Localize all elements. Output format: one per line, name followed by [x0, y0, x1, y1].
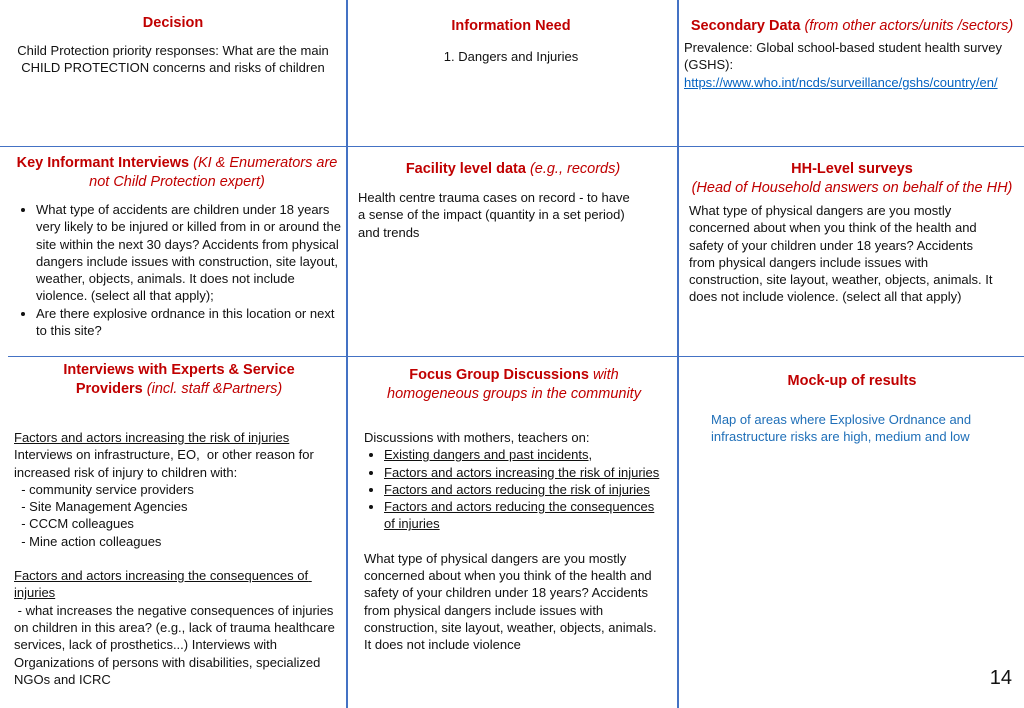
fgd-topic-4-text: Factors and actors reducing the consequences of injuries [384, 499, 655, 532]
kii-question-1: • What type of accidents are children under 18 years very likely to be injured or killed from in or around the site within the next 30 days? Accidents from physical dangers include issues with construction, site layout, weather, objects, animals. It does not include violence. (select all that apply); [36, 201, 344, 305]
experts-provider-1: - community service providers [14, 481, 194, 497]
row-divider-1 [0, 146, 1024, 147]
experts-title [14, 361, 344, 399]
mockup-cell [684, 372, 1020, 446]
kii-question-2: • Are there explosive ordnance in this location or next to this site? [36, 305, 344, 340]
fgd-question: What type of physical dangers are you mostly concerned about when you think of the health and safety of your children under 18 years? Accidents from physical dangers include issues with construction, site layout, weather, objects, animals. It does not include violence [364, 550, 657, 653]
fgd-title-italic: with homogeneous groups in the community [387, 367, 641, 402]
hh-text: What type of physical dangers are you mostly concerned about when you think of the health and safety of your children under 18 years? Accidents from physical dangers include issues with construction, site layout, weather, objects, animals. It does not include violence. (select all that apply) [689, 203, 993, 305]
experts-intro: Interviews on infrastructure, EO, or other reason for increased risk of injury to children with: [14, 447, 318, 480]
fgd-title [364, 366, 664, 404]
fgd-topic-2 [384, 464, 664, 481]
row-divider-2 [8, 356, 1024, 357]
mockup-text: Map of areas where Explosive Ordnance and infrastructure risks are high, medium and low [711, 412, 972, 445]
decision-cell [6, 14, 340, 77]
secondary-text: Prevalence: Global school-based student health survey (GSHS): [684, 40, 1002, 73]
experts-provider-4: - Mine action colleagues [14, 533, 162, 549]
fgd-topic-1-suffix: , [588, 447, 593, 463]
secondary-cell [684, 17, 1020, 91]
experts-provider-2: - Site Management Agencies [14, 499, 188, 515]
page-number: 14 [989, 667, 1012, 689]
decision-text: Child Protection priority responses: What are the main CHILD PROTECTION concerns and risks of children [17, 43, 329, 76]
kii-question-list [10, 201, 344, 339]
fgd-title-bold: Focus Group Discussions [409, 367, 589, 383]
mockup-title: Mock-up of results [787, 373, 917, 389]
column-divider-2 [677, 0, 679, 708]
kii-cell [10, 154, 344, 339]
experts-title-bold: Interviews with Experts & Service Providers [63, 362, 295, 397]
experts-heading-risk: Factors and actors increasing the risk of injuries [14, 430, 290, 445]
kii-title [10, 154, 344, 192]
fgd-intro: Discussions with mothers, teachers on: [364, 430, 590, 445]
fgd-topic-2-text: Factors and actors increasing the risk of injuries [384, 464, 660, 480]
fgd-topic-3 [384, 481, 664, 498]
fgd-topic-1 [384, 446, 664, 463]
experts-heading-consequences: Factors and actors increasing the consequences of injuries [14, 568, 312, 601]
experts-provider-3: - CCCM colleagues [14, 516, 134, 532]
secondary-title-bold: Secondary Data [690, 18, 801, 34]
fgd-topic-list [364, 446, 664, 532]
facility-title-italic: (e.g., records) [529, 161, 621, 177]
kii-title-bold: Key Informant Interviews [16, 155, 190, 171]
secondary-title [684, 17, 1020, 36]
hh-title: HH-Level surveys [791, 161, 913, 177]
kii-title-italic: (KI & Enumerators are not Child Protection expert) [89, 155, 338, 190]
facility-text: Health centre trauma cases on record - to have a sense of the impact (quantity in a set period) and trends [358, 190, 630, 240]
fgd-cell [364, 366, 664, 654]
fgd-topic-3-text: Factors and actors reducing the risk of injuries [384, 481, 650, 497]
experts-body [14, 429, 344, 688]
facility-cell [358, 160, 668, 241]
experts-cell [14, 361, 344, 688]
experts-consequences-text: - what increases the negative consequences of injuries on children in this area? (e.g., lack of trauma healthcare services, lack of prosthetics...) Interviews with Organizations of persons with disabilities, specialized NGOs and ICRC [14, 602, 339, 687]
fgd-topic-1-text: Existing dangers and past incidents [384, 447, 589, 463]
experts-title-italic: (incl. staff &Partners) [146, 381, 283, 397]
info-need-text: 1. Dangers and Injuries [443, 49, 579, 64]
decision-title: Decision [142, 15, 204, 31]
facility-title [358, 160, 668, 179]
info-need-title: Information Need [451, 18, 571, 34]
hh-title-italic: (Head of Household answers on behalf of the HH) [691, 180, 1013, 196]
fgd-topic-4 [384, 498, 664, 533]
column-divider-1 [346, 0, 348, 708]
info-need-cell [350, 17, 672, 65]
gshs-link[interactable]: https://www.who.int/ncds/surveillance/gshs/country/en/ [684, 74, 998, 90]
facility-title-bold: Facility level data [405, 161, 526, 177]
secondary-title-italic: (from other actors/units /sectors) [804, 18, 1014, 34]
hh-cell [684, 160, 1020, 306]
